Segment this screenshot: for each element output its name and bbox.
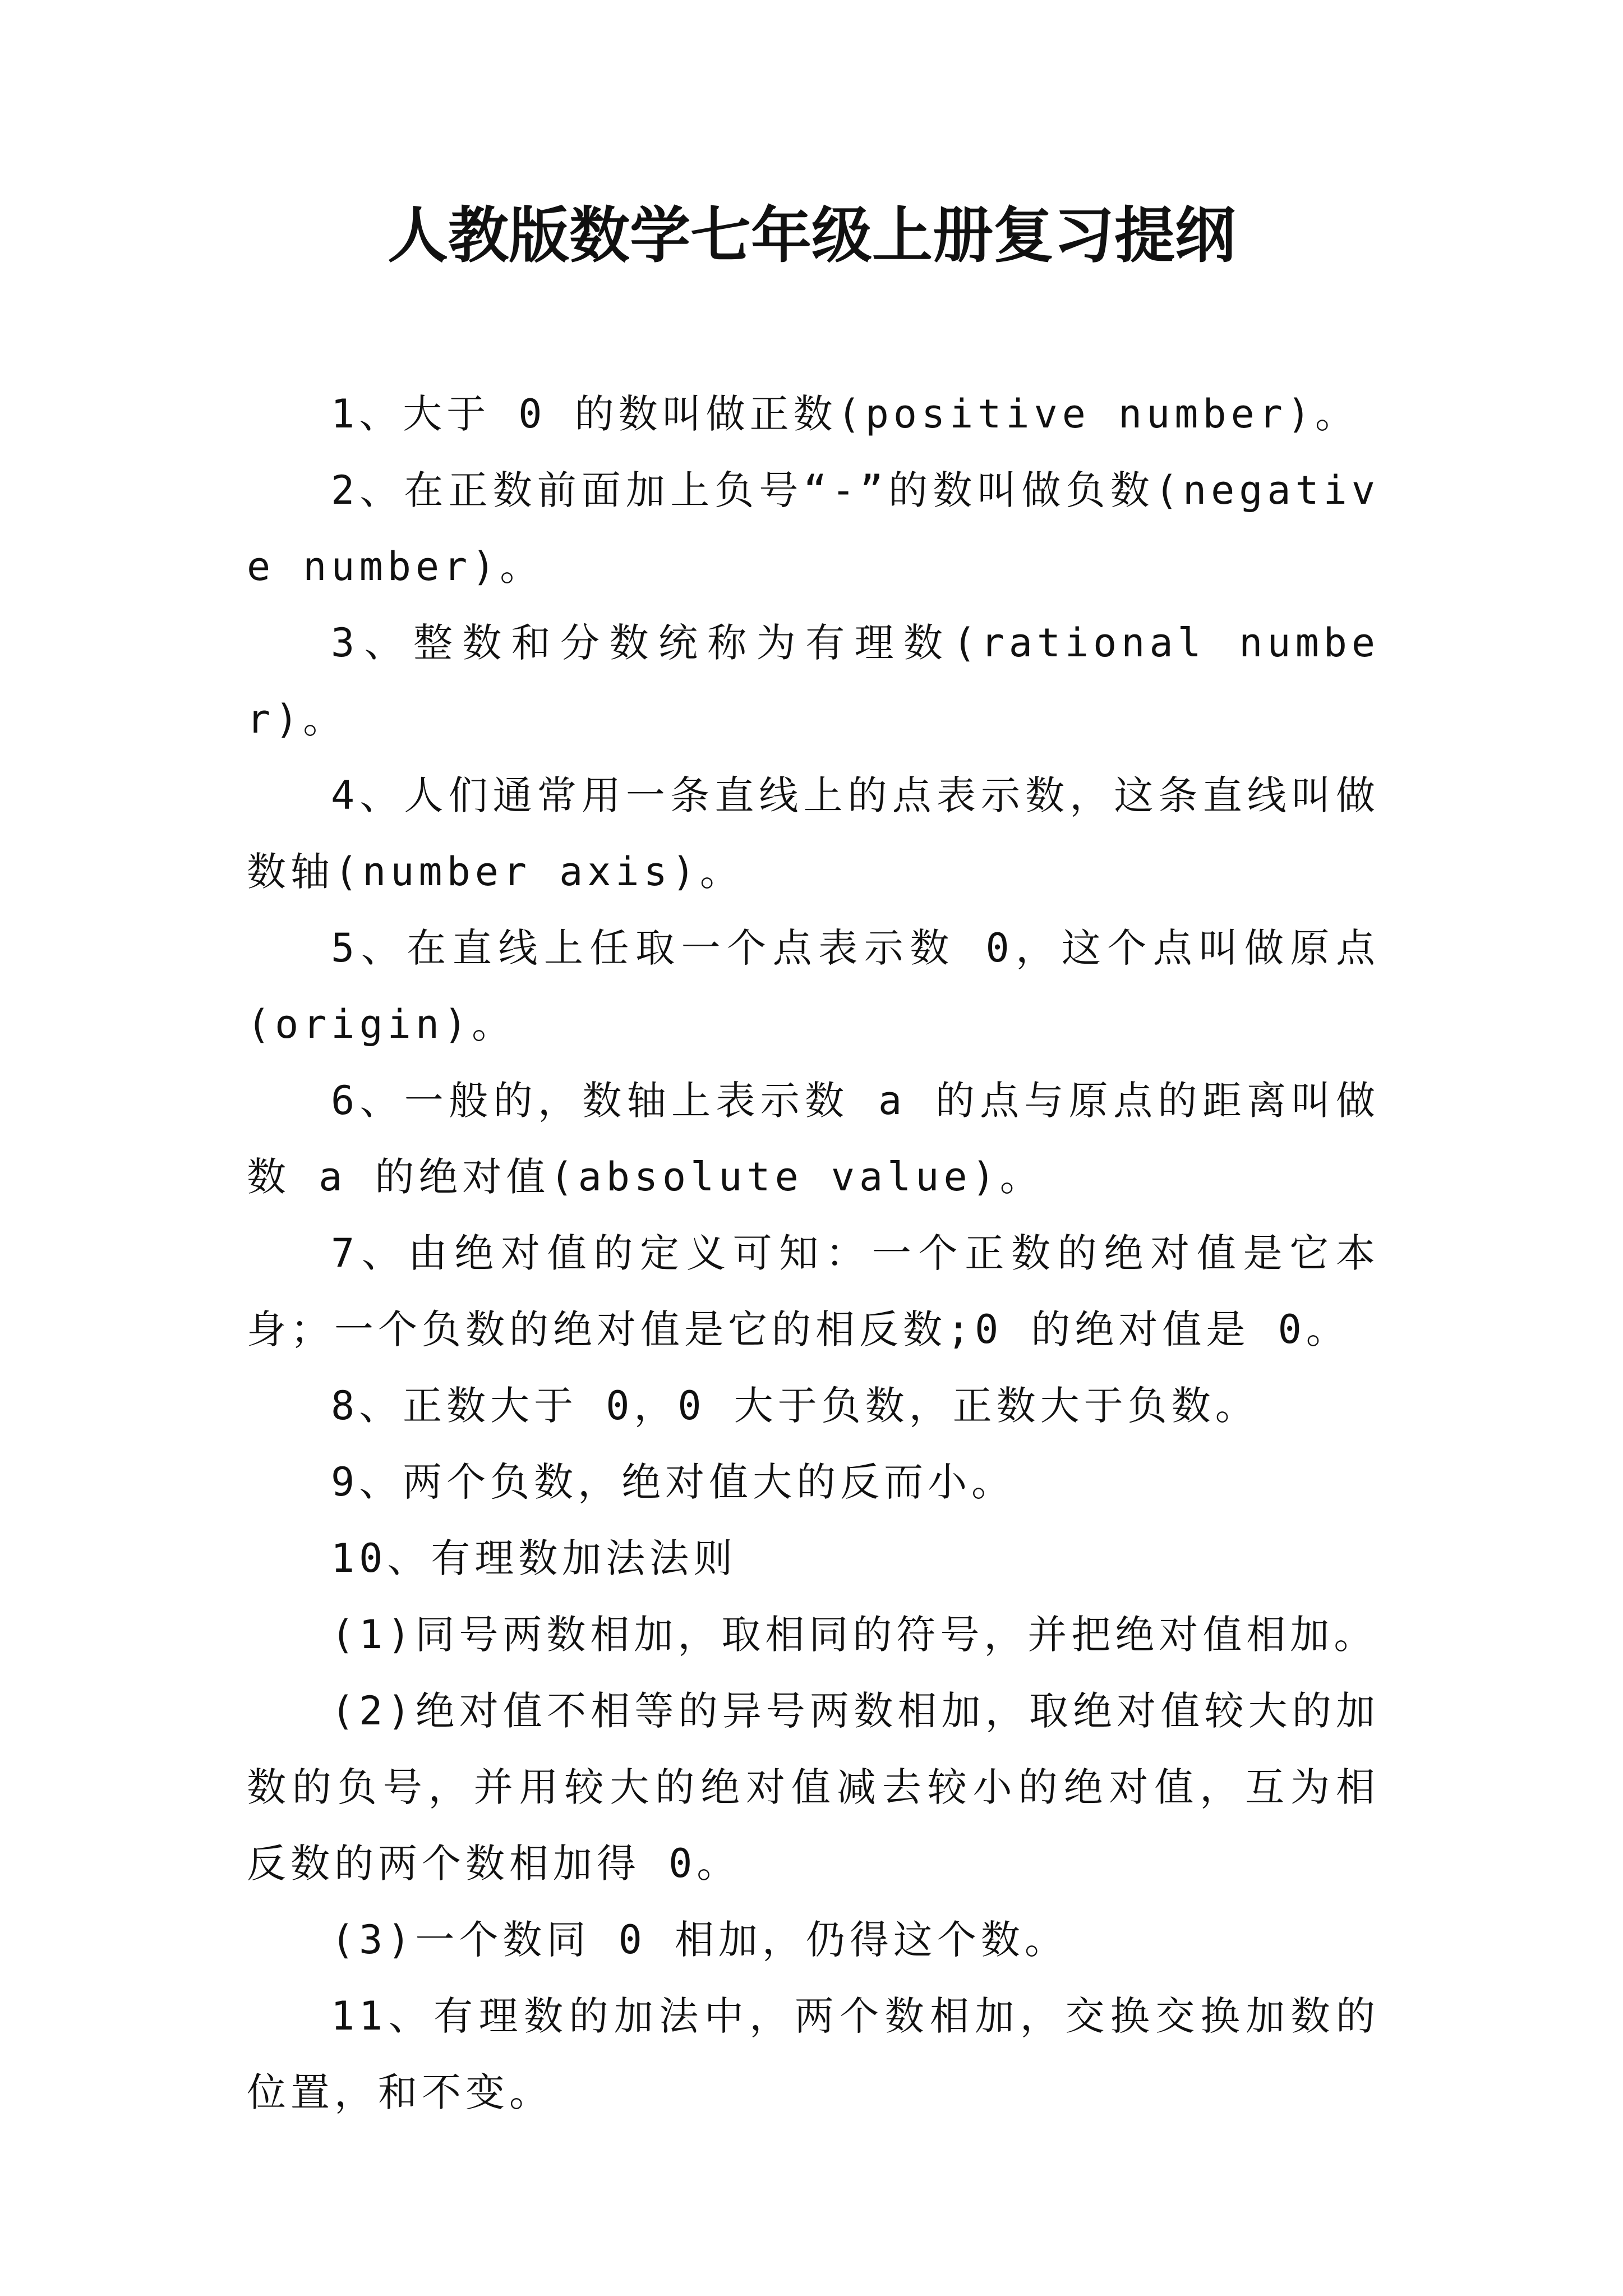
paragraph-10-2: (2)绝对值不相等的异号两数相加，取绝对值较大的加数的负号，并用较大的绝对值减去较小的绝对值，互为相反数的两个数相加得 0。: [247, 1688, 1380, 1887]
paragraph-7: 7、由绝对值的定义可知：一个正数的绝对值是它本身；一个负数的绝对值是它的相反数;0 的绝对值是 0。: [247, 1230, 1380, 1352]
paragraph-1: 1、大于 0 的数叫做正数(positive number)。: [331, 391, 1359, 437]
paragraph-2: 2、在正数前面加上负号“-”的数叫做负数(negative number)。: [247, 467, 1380, 590]
paragraph-6: 6、一般的，数轴上表示数 a 的点与原点的距离叫做数 a 的绝对值(absolute value)。: [247, 1078, 1380, 1200]
paragraph-8: 8、正数大于 0，0 大于负数，正数大于负数。: [331, 1383, 1259, 1429]
paragraph-4: 4、人们通常用一条直线上的点表示数，这条直线叫做数轴(number axis)。: [247, 772, 1380, 895]
document-body: [247, 376, 1380, 2131]
paragraph-10-1: (1)同号两数相加，取相同的符号，并把绝对值相加。: [331, 1612, 1378, 1658]
paragraph-10: 10、有理数加法法则: [331, 1535, 737, 1581]
paragraph-5: 5、在直线上任取一个点表示数 0，这个点叫做原点(origin)。: [247, 925, 1380, 1047]
paragraph-10-3: (3)一个数同 0 相加，仍得这个数。: [331, 1917, 1068, 1963]
document-title: 人教版数学七年级上册复习提纲: [387, 200, 1235, 271]
paragraph-3: 3、整数和分数统称为有理数(rational number)。: [247, 620, 1380, 742]
paragraph-9: 9、两个负数，绝对值大的反而小。: [331, 1459, 1016, 1505]
paragraph-11: 11、有理数的加法中，两个数相加，交换交换加数的位置，和不变。: [247, 1993, 1380, 2115]
